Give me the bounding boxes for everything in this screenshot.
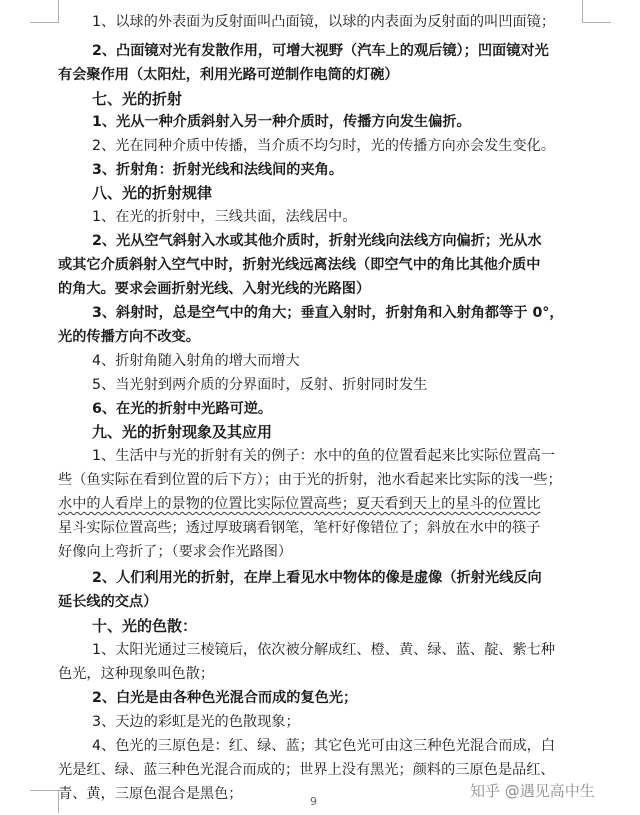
text-line: 好像向上弯折了；（要求会作光路图）: [58, 544, 293, 560]
text-line: 有会聚作用（太阳灶，利用光路可逆制作电筒的灯碗）: [58, 67, 399, 83]
text-line: 光的传播方向不改变。: [58, 329, 200, 345]
text-line: 6、在光的折射中光路可逆。: [92, 401, 273, 417]
text-line: 七、光的折射: [92, 90, 183, 108]
crop-mark-top-right: [582, 0, 611, 23]
text-line: 2、白光是由各种色光混合而成的复色光；: [92, 690, 358, 706]
text-line: 青、黄，三原色混合是黑色；: [58, 786, 243, 802]
text-line: 2、光从空气斜射入水或其他介质时，折射光线向法线方向偏折；光从水: [92, 233, 542, 249]
text-line: 光是红、绿、蓝三种色光混合而成的；世界上没有黑光；颜料的三原色是品红、: [58, 762, 555, 778]
text-line: 1、光从一种介质斜射入另一种介质时，传播方向发生偏折。: [92, 114, 471, 130]
crop-mark-bottom-left: [30, 790, 59, 813]
text-line: 水中的人看岸上的景物的位置比实际位置高些；夏天看到天上的星斗的位置比: [58, 496, 541, 512]
text-line: 3、斜射时，总是空气中的角大；垂直入射时，折射角和入射角都等于 0°，: [92, 305, 564, 321]
text-line: 2、凸面镜对光有发散作用，可增大视野（汽车上的观后镜）；凹面镜对光: [92, 43, 549, 59]
text-line: 3、折射角：折射光线和法线间的夹角。: [92, 162, 344, 178]
text-line: 九、光的折射现象及其应用: [92, 423, 273, 441]
text-line: 或其它介质斜射入空气中时，折射光线远离法线（即空气中的角比其他介质中: [58, 257, 541, 273]
text-line: 色光，这种现象叫色散；: [58, 666, 215, 682]
text-line: 1、以球的外表面为反射面叫凸面镜，以球的内表面为反射面的叫凹面镜；: [92, 14, 556, 30]
text-line: 2、光在同种介质中传播，当介质不均匀时，光的传播方向亦会发生变化。: [92, 138, 556, 154]
text-line: 4、色光的三原色是：红、绿、蓝；其它色光可由这三种色光混合而成，白: [92, 738, 556, 754]
page-number: 9: [310, 795, 317, 808]
text-line: 延长线的交点）: [58, 594, 158, 610]
text-line: 十、光的色散：: [92, 617, 198, 635]
text-line: 3、天边的彩虹是光的色散现象；: [92, 714, 300, 730]
text-line: 4、折射角随入射角的增大而增大: [92, 353, 300, 369]
text-line: 1、在光的折射中，三线共面，法线居中。: [92, 209, 357, 225]
text-line: 2、人们利用光的折射，在岸上看见水中物体的像是虚像（折射光线反向: [92, 570, 542, 586]
text-line: 星斗实际位置高些；透过厚玻璃看钢笔，笔杆好像错位了；斜放在水中的筷子: [58, 520, 541, 536]
zhihu-watermark: 知乎 @遇见高中生: [470, 782, 595, 800]
text-line: 些（鱼实际在看到位置的后下方）；由于光的折射，池水看起来比实际的浅一些；: [58, 472, 562, 488]
text-line: 八、光的折射规律: [92, 184, 213, 202]
crop-mark-top-left: [30, 0, 59, 23]
text-line: 的角大。要求会画折射光线、入射光线的光路图）: [58, 281, 371, 297]
text-line: 1、生活中与光的折射有关的例子：水中的鱼的位置看起来比实际位置高一: [92, 448, 556, 464]
text-line: 1、太阳光通过三棱镜后，依次被分解成红、橙、黄、绿、蓝、靛、紫七种: [92, 642, 556, 658]
text-line: 5、当光射到两介质的分界面时，反射、折射同时发生: [92, 377, 428, 393]
